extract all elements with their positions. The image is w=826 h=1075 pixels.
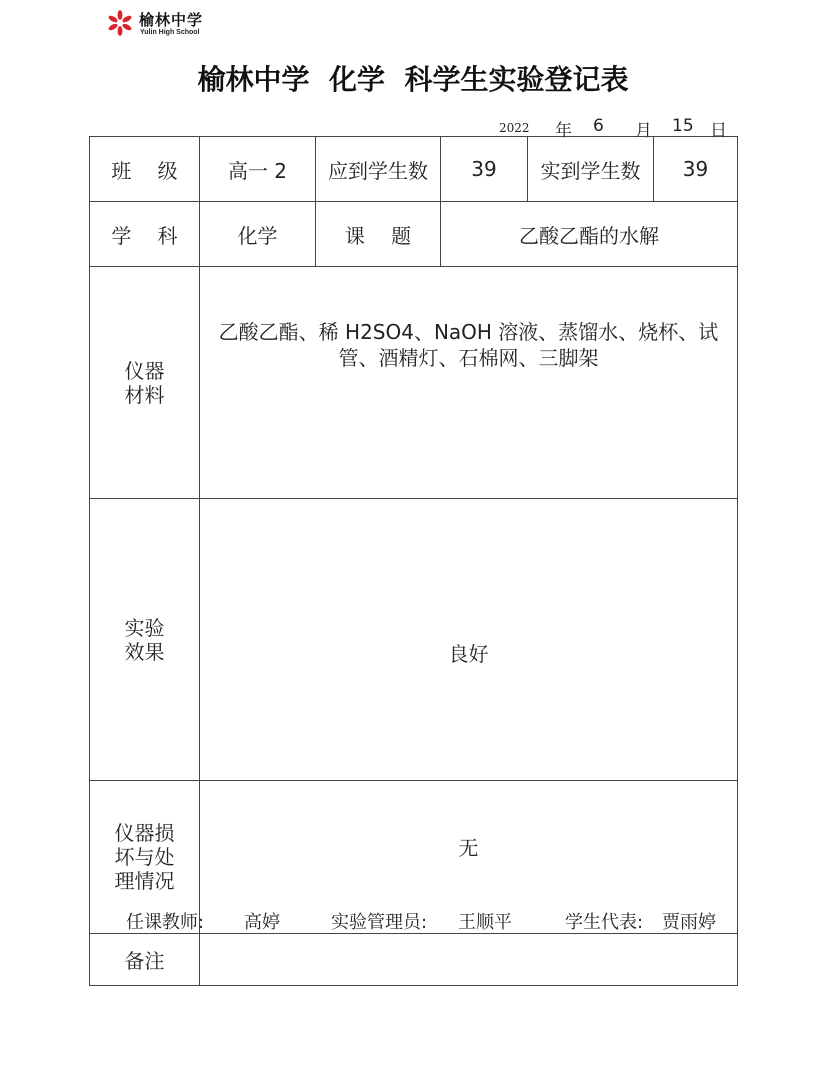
table-row	[90, 202, 738, 267]
topic-value: 乙酸乙酯的水解	[441, 202, 738, 267]
admin-name: 王顺平	[458, 912, 512, 933]
table-row	[90, 499, 738, 781]
admin-label: 实验管理员:	[331, 912, 428, 933]
subject-label: 学 科	[90, 202, 200, 267]
actual-students-label: 实到学生数	[528, 137, 654, 202]
effect-value: 良好	[200, 499, 738, 781]
school-logo	[105, 8, 235, 40]
effect-label-cell	[90, 499, 200, 781]
registration-form-table	[89, 136, 738, 986]
damage-value: 无	[200, 781, 738, 934]
teacher-label: 任课教师:	[126, 912, 205, 933]
date-year-unit: 年	[555, 121, 572, 141]
page-title: 榆林中学 化学 科学生实验登记表	[197, 63, 629, 96]
expected-students-value: 39	[441, 137, 528, 202]
table-row	[90, 267, 738, 499]
remarks-value	[200, 934, 738, 986]
logo-name-en: Yulin High School	[140, 29, 200, 36]
student-rep-label: 学生代表:	[565, 912, 644, 933]
materials-value: 乙酸乙酯、稀 H2SO4、NaOH 溶液、蒸馏水、烧杯、试管、酒精灯、石棉网、三脚架	[200, 267, 738, 499]
remarks-label: 备注	[90, 934, 200, 986]
table-row	[90, 934, 738, 986]
teacher-name: 高婷	[244, 912, 280, 933]
date-day: 15	[672, 116, 694, 136]
logo-name-cn: 榆林中学	[139, 11, 204, 29]
expected-students-label: 应到学生数	[316, 137, 441, 202]
damage-label: 仪器损坏与处理情况	[114, 821, 175, 893]
date-month-unit: 月	[635, 121, 652, 141]
school-emblem-icon	[105, 8, 135, 38]
topic-label: 课 题	[316, 202, 441, 267]
actual-students-value: 39	[654, 137, 738, 202]
date-day-unit: 日	[710, 121, 727, 141]
effect-label: 实验效果	[124, 615, 165, 664]
date-month: 6	[593, 116, 604, 136]
table-row	[90, 137, 738, 202]
materials-label-cell	[90, 267, 200, 499]
class-label: 班 级	[90, 137, 200, 202]
materials-label: 仪器材料	[124, 358, 165, 407]
date-year: 2022	[499, 121, 530, 135]
subject-value: 化学	[200, 202, 316, 267]
student-rep-name: 贾雨婷	[662, 912, 716, 933]
class-value: 高一 2	[200, 137, 316, 202]
